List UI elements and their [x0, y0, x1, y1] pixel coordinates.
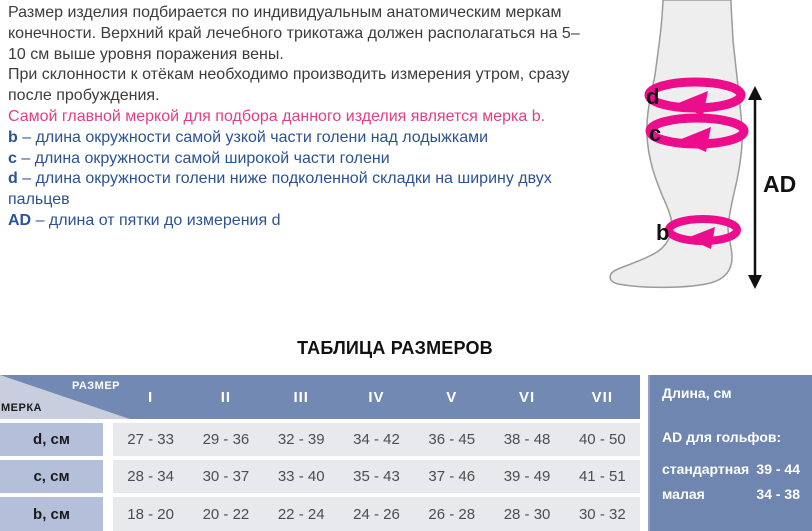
cell-b-1: 18 - 20	[127, 505, 174, 523]
cell-b-5: 26 - 28	[428, 505, 476, 523]
measurement-d-description	[8, 169, 596, 211]
table-row-b	[0, 497, 640, 531]
length-panel	[648, 375, 812, 531]
table-row-c	[0, 460, 640, 493]
measurement-ad-text: – длина от пятки до измерения d	[35, 211, 281, 229]
measurement-d-text: – длина окружности голени ниже подколенной складки на ширину двух пальцев	[8, 170, 552, 209]
cell-c-5: 37 - 46	[428, 468, 476, 485]
length-panel-title: Длина, см	[662, 385, 732, 401]
measurement-ad-key: AD	[8, 211, 32, 229]
diagram-label-ad: AD	[763, 171, 797, 197]
cell-c-3: 33 - 40	[277, 468, 325, 485]
column-header-7: VII	[591, 388, 613, 406]
column-header-4: IV	[368, 388, 385, 406]
length-entry-small	[662, 486, 800, 502]
row-d-label: d, см	[0, 423, 103, 456]
corner-label-measure: МЕРКА	[1, 402, 42, 414]
ad-arrow-up-icon	[748, 86, 762, 100]
cell-d-7: 40 - 50	[578, 431, 626, 448]
length-panel-subtitle: AD для гольфов:	[662, 429, 782, 445]
column-header-3: III	[293, 388, 309, 406]
length-standard-label: стандартная	[662, 461, 750, 477]
cell-d-3: 32 - 39	[277, 431, 325, 448]
length-standard-value: 39 - 44	[756, 461, 800, 477]
size-table-corner-cell	[0, 375, 130, 419]
length-small-value: 34 - 38	[756, 486, 800, 502]
column-header-6: VI	[518, 388, 536, 406]
diagram-label-d: d	[646, 84, 660, 109]
ad-arrow-down-icon	[748, 275, 762, 289]
diagram-label-c: c	[649, 121, 662, 146]
row-c-label: c, см	[0, 460, 103, 493]
highlight-note: Самой главной меркой для подбора данного изделия является мерка b.	[8, 107, 546, 125]
cell-c-6: 39 - 49	[503, 468, 551, 485]
measurement-b-description	[8, 128, 596, 149]
cell-b-3: 22 - 24	[277, 505, 325, 523]
cell-d-1: 27 - 33	[127, 431, 174, 448]
size-table-title: ТАБЛИЦА РАЗМЕРОВ	[297, 338, 493, 358]
cell-b-7: 30 - 32	[578, 505, 626, 523]
intro-paragraph-1: Размер изделия подбирается по индивидуальным анатомическим меркам конечности. Верхний край лечебного трикотажа должен располагаться на 5–10 см выше уровня поражения вены.	[8, 4, 580, 63]
length-small-label: малая	[662, 486, 705, 502]
length-entry-standard	[662, 461, 800, 477]
measurement-b-key: b	[8, 128, 18, 146]
size-table-header	[0, 375, 640, 419]
measurement-ad-description	[8, 211, 596, 232]
cell-c-4: 35 - 43	[353, 468, 400, 485]
diagram-label-b: b	[656, 220, 670, 245]
cell-d-4: 34 - 42	[353, 431, 400, 448]
column-header-2: II	[220, 388, 232, 406]
cell-c-1: 28 - 34	[127, 468, 174, 485]
cell-d-2: 29 - 36	[202, 431, 250, 448]
measurement-b-text: – длина окружности самой узкой части голени над лодыжками	[22, 128, 489, 146]
measurement-c-text: – длина окружности самой широкой части голени	[21, 149, 390, 167]
size-column-headers	[113, 375, 640, 419]
cell-b-4: 24 - 26	[353, 505, 400, 523]
measurement-c-key: c	[8, 149, 17, 167]
leg-measurement-diagram	[600, 0, 812, 300]
column-header-5: V	[446, 388, 458, 406]
leg-diagram-svg	[600, 0, 812, 300]
cell-c-2: 30 - 37	[202, 468, 250, 485]
cell-d-5: 36 - 45	[428, 431, 476, 448]
table-row-d	[0, 423, 640, 456]
row-c-values	[113, 460, 640, 493]
intro-text-column	[8, 3, 596, 232]
cell-c-7: 41 - 51	[578, 468, 626, 485]
cell-d-6: 38 - 48	[503, 431, 551, 448]
corner-label-size: РАЗМЕР	[71, 380, 120, 392]
column-header-1: I	[148, 388, 154, 406]
measurement-c-description	[8, 149, 596, 170]
row-b-label: b, см	[0, 497, 103, 531]
cell-b-6: 28 - 30	[503, 505, 551, 523]
row-b-values	[113, 497, 640, 531]
cell-b-2: 20 - 22	[202, 505, 250, 523]
row-d-values	[113, 423, 640, 456]
measurement-d-key: d	[8, 170, 18, 188]
intro-paragraph-2: При склонности к отёкам необходимо производить измерения утром, сразу после пробуждения.	[8, 66, 570, 105]
